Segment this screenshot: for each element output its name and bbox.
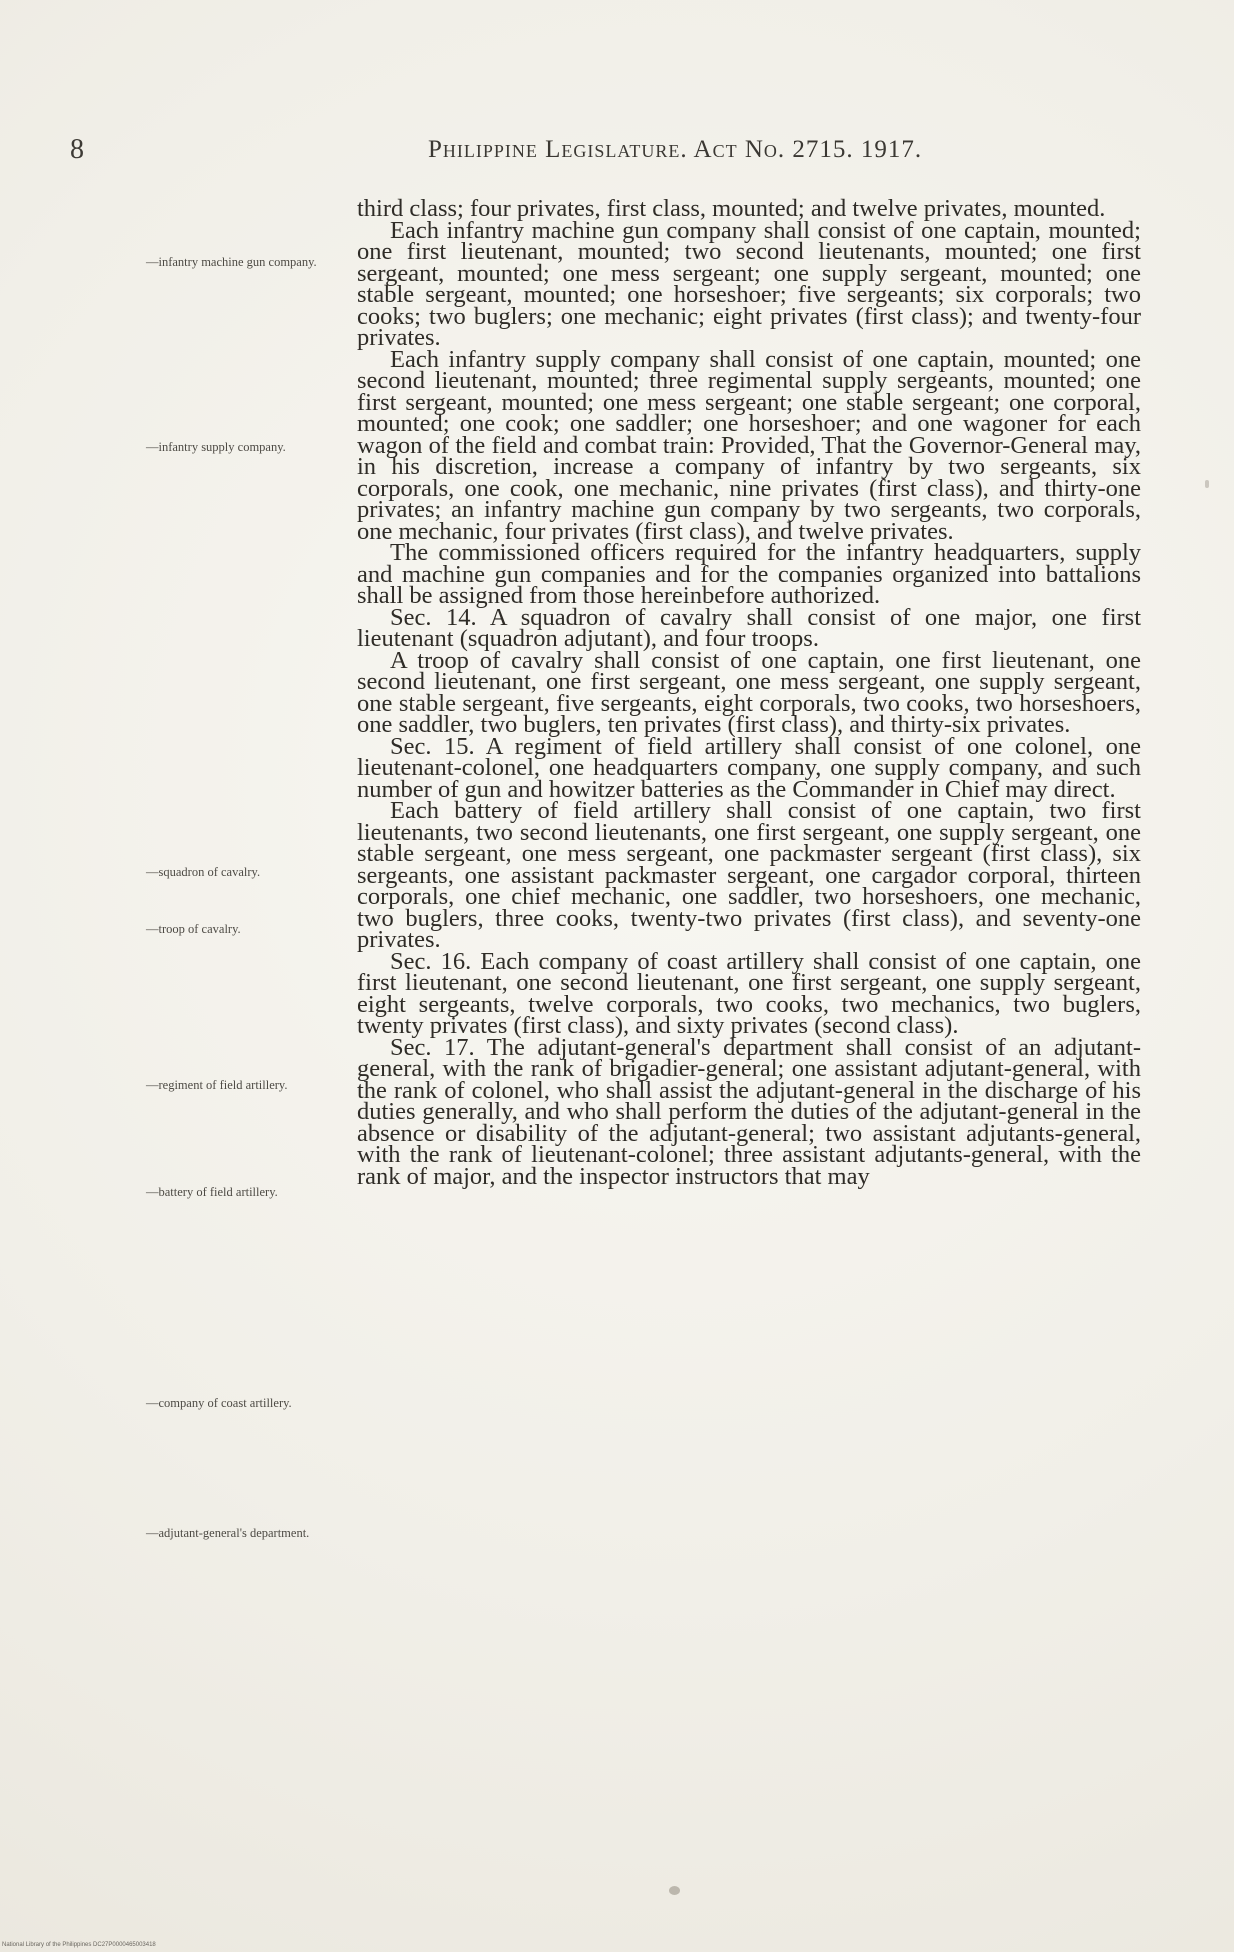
paragraph-infantry-machine-gun-company: Each infantry machine gun company shall consist of one captain, mounted; one first lieutenant, mounted; two second lieutenants, mounted; one first sergeant, mounted; one mess sergeant; one supply sergeant, mounted; one stable sergeant, mounted; one horseshoer; five sergeants; six corporals; two cooks; two buglers; one mechanic; eight privates (first class); and twenty-four privates. bbox=[357, 216, 1141, 351]
paragraph-battery-field-artillery: Each battery of field artillery shall consist of one captain, two first lieutenants, two second lieutenants, one first sergeant, one supply sergeant, one stable sergeant, one mess sergeant, one packmaster sergeant (first class), six sergeants, one assistant packmaster sergeant, one cargador corporal, thirteen corporals, one chief mechanic, one saddler, two horseshoers, one mechanic, two buglers, three cooks, twenty-two privates (first class), and seventy-one privates. bbox=[357, 797, 1141, 953]
margin-note-infantry-supply-company: —infantry supply company. bbox=[146, 440, 286, 454]
paragraph-commissioned-officers: The commissioned officers required for the infantry headquarters, supply and machine gun companies and for the companies organized into battalions shall be assigned from those hereinbefore authorized. bbox=[357, 539, 1141, 609]
paragraph-section-15-regiment: Sec. 15. A regiment of field artillery shall consist of one colonel, one lieutenant-colonel, one headquarters company, one supply company, and such number of gun and howitzer batteries as the Commander in Chief may direct. bbox=[357, 732, 1141, 803]
margin-note-adjutant-generals-department: —adjutant-general's department. bbox=[146, 1526, 310, 1540]
paragraph-section-14-squadron: Sec. 14. A squadron of cavalry shall consist of one major, one first lieutenant (squadron adjutant), and four troops. bbox=[357, 603, 1141, 652]
margin-note-infantry-machine-gun-company: —infantry machine gun company. bbox=[146, 255, 317, 269]
margin-note-regiment-of-field-artillery: —regiment of field artillery. bbox=[146, 1078, 288, 1092]
page-number: 8 bbox=[70, 134, 84, 165]
page-header bbox=[70, 134, 1094, 170]
paragraph-section-17-adjutant-general: Sec. 17. The adjutant-general's department shall consist of an adjutant-general, with the rank of brigadier-general; one assistant adjutant-general, with the rank of colonel, who shall assist the adjutant-general in the discharge of his duties generally, and who shall perform the duties of the adjutant-general in the absence or disability of the adjutant-general; two assistant adjutants-general, with the rank of lieutenant-colonel; three assistant adjutants-general, with the rank of major, and the inspector instructors that may bbox=[357, 1033, 1141, 1190]
ink-spot bbox=[669, 1886, 680, 1895]
margin-note-troop-of-cavalry: —troop of cavalry. bbox=[146, 922, 241, 936]
margin-note-battery-of-field-artillery: —battery of field artillery. bbox=[146, 1185, 278, 1199]
paragraph-infantry-supply-company: Each infantry supply company shall consist of one captain, mounted; one second lieutenant, mounted; three regimental supply sergeants, mounted; one first sergeant, mounted; one mess sergeant; one stable sergeant; one corporal, mounted; one cook; one saddler; one horseshoer; and one wagoner for each wagon of the field and combat train: Provided, That the Governor-General may, in his discretion, increase a company of infantry by two sergeants, six corporals, one cook, one mechanic, nine privates (first class), and thirty-one privates; an infantry machine gun company by two sergeants, two corporals, one mechanic, four privates (first class), and twelve privates. bbox=[357, 345, 1141, 545]
body-text bbox=[357, 195, 1141, 1190]
running-head: Philippine Legislature. Act No. 2715. 1917. bbox=[428, 136, 923, 163]
footer-source-label: National Library of the Philippines DC27P0000465003418 bbox=[2, 1942, 156, 1948]
edge-mark bbox=[1205, 480, 1209, 488]
paragraph-intro: third class; four privates, first class, mounted; and twelve privates, mounted. bbox=[357, 195, 1106, 222]
paragraph-troop-of-cavalry: A troop of cavalry shall consist of one captain, one first lieutenant, one second lieutenant, one first sergeant, one mess sergeant, one supply sergeant, one stable sergeant, five sergeants, eight corporals, two cooks, two horseshoers, one saddler, two buglers, ten privates (first class), and thirty-six privates. bbox=[357, 646, 1141, 738]
paragraph-section-16-coast-artillery: Sec. 16. Each company of coast artillery shall consist of one captain, one first lieutenant, one second lieutenant, one first sergeant, one supply sergeant, eight sergeants, twelve corporals, two cooks, two mechanics, two buglers, twenty privates (first class), and sixty privates (second class). bbox=[357, 947, 1141, 1039]
margin-note-company-of-coast-artillery: —company of coast artillery. bbox=[146, 1396, 292, 1410]
margin-note-squadron-of-cavalry: —squadron of cavalry. bbox=[146, 865, 261, 879]
